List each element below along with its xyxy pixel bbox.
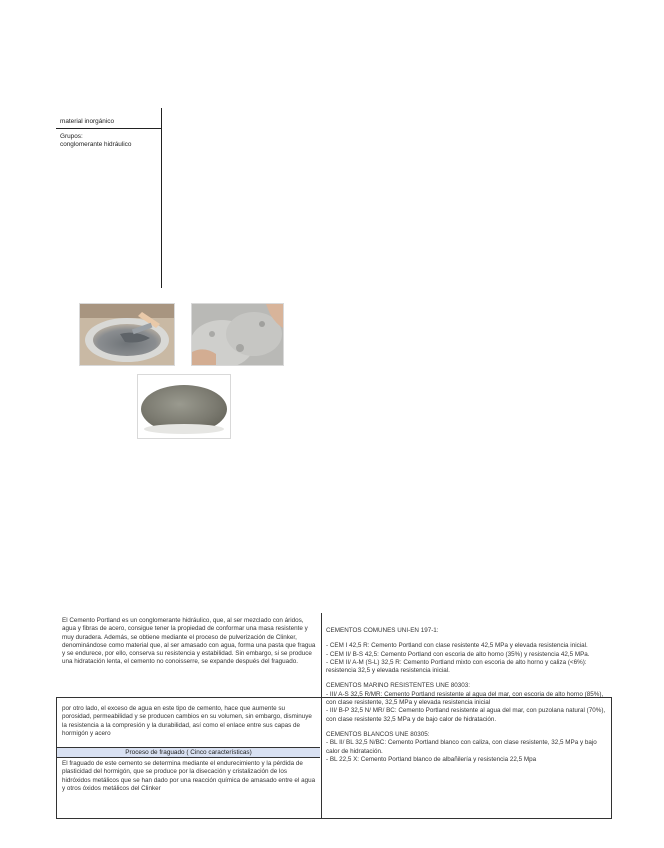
sea-resistant-item: - III/ A-S 32,5 R/MR: Cemento Portland resistente al agua del mar, con escoria de alto horno (85%), con clase resistente, 32,5 MPa y elevada resistencia inicial	[326, 690, 604, 707]
table-border-right	[611, 697, 612, 819]
cement-types-column	[326, 627, 608, 764]
info-divider-horizontal	[56, 128, 162, 129]
common-cement-item: - CEM I 42,5 R: Cemento Portland con clase resistente 42,5 MPa y elevada resistencia inicial.	[326, 642, 588, 650]
common-cement-item: - CEM II/ B-S 42,5: Cemento Portland con escoria de alto horno (35%) y resistencia 42,5 MPa.	[326, 650, 590, 658]
photo-cement-mixing	[79, 303, 175, 366]
table-column-divider	[321, 613, 322, 819]
setting-process-paragraph: El fraguado de este cemento se determina mediante el endurecimiento y la pérdida de plasticidad del hormigón, que se produce por la disecación y cristalización de los hidróxidos metálicos que se han dado por una reacción química de amasado entre el agua y otros óxidos metálicos del Clinker	[62, 760, 316, 792]
photo-hands-cement-powder	[191, 303, 284, 366]
setting-process-heading: Proceso de fraguado ( Cinco características)	[57, 747, 320, 758]
photo-cement-pile	[137, 374, 231, 439]
common-cement-item: - CEM II/ A-M (S-L) 32,5 R: Cemento Portland mixto con escoria de alto horno y caliza (<6%): resistencia 32,5 y elevada resistencia inicial.	[326, 658, 587, 675]
portland-description: El Cemento Portland es un conglomerante hidráulico, que, al ser mezclado con áridos, agua y fibras de acero, consigue tener la propiedad de conformar una masa resistente y muy duradera. Además, se obtiene mediante el proceso de pulverización de Clinker, denominándose como material que, al ser amasado con agua, forma una pasta que fragua y se endurece, por ello, conserva su resistencia y estabilidad. Sin embargo, si se produce una hidratación lenta, el cemento no conoisserre, se expande después del fraguado.	[62, 617, 316, 666]
material-type: material inorgánico	[60, 118, 114, 125]
table-border-bottom	[56, 818, 612, 819]
water-excess-paragraph: por otro lado, el exceso de agua en este tipo de cemento, hace que aumente su porosidad, permeabilidad y se producen cambios en su volumen, sin embargo, disminuye la resistencia a la compresión y la durabilidad, así como el enlace entre sus capas de hormigón y acero	[62, 705, 312, 737]
info-divider-vertical	[161, 108, 162, 288]
sea-resistant-item: - III/ B-P 32,5 N/ MR/ BC: Cemento Portland resistente al agua del mar, con puzolana natural (70%), con clase resistente 32,5 MPa y de bajo calor de hidratación.	[326, 707, 606, 723]
white-cement-item: - BL II/ BL 32,5 N/BC: Cemento Portland blanco con caliza, con clase resistente, 32,5 MPa y bajo calor de hidratación.	[326, 739, 597, 755]
common-cements-title: CEMENTOS COMUNES UNI-EN 197-1:	[326, 627, 439, 634]
white-cement-item: - BL 22,5 X: Cemento Portland blanco de albañilería y resistencia 22,5 Mpa	[326, 755, 537, 763]
sea-resistant-title: CEMENTOS MARINO RESISTENTES UNE 80303:	[326, 682, 471, 690]
group-value: conglomerante hidráulico	[60, 141, 132, 148]
white-cements-title: CEMENTOS BLANCOS UNE 80305:	[326, 730, 430, 738]
group-label: Grupos:	[60, 133, 83, 140]
table-border-left	[56, 697, 57, 819]
